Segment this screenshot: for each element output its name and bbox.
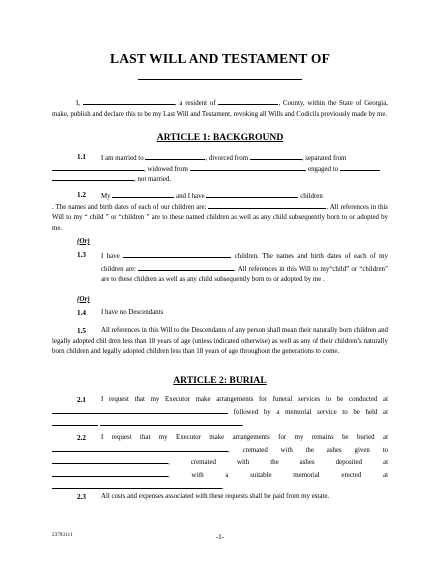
document-title: LAST WILL AND TESTAMENT OF [109,51,331,66]
text: , separated from [301,155,347,162]
section-1-1-text-end [52,173,388,186]
text: I request that my Executor make arrangements for my remains be buried at [101,434,388,441]
section-number: 1.1 [77,153,86,161]
blank-line [190,163,305,171]
blank-line [52,173,134,181]
name-blank [83,97,175,105]
blank-line [145,152,205,160]
blank-line [52,163,144,171]
text: . The names and birth dates of each of our children are: [52,203,207,211]
section-2-1-text: I request that my Executor make arrangements for funeral services to be conducted at followed by a memorial service to be held at . [52,395,388,431]
or-label: (Or) [77,295,90,303]
section-number: 1.4 [77,309,86,317]
blank-line [52,418,98,426]
blank-line [52,444,228,452]
intro-paragraph: I, , a resident of , County, within the State of Georgia, make, publish and declare this to be my Last Will and Testament, revoking all Wills and Codicils previously made by me. [52,97,388,120]
section-1-2-text-cont [52,201,388,235]
section-number: 2.2 [77,434,86,442]
or-label: (Or) [77,237,90,245]
section-number: 1.3 [77,251,86,259]
text: followed by a memorial service to be held at [233,408,388,416]
article-2-heading: ARTICLE 2: BURIAL [173,375,267,386]
blank-line [52,456,168,464]
text: I request that my Executor make arrangements for funeral services to be conducted at [101,396,388,403]
testator-name-line [138,79,302,80]
text: , engaged to [304,165,339,173]
text: , widowed from [144,165,188,173]
blank-line [250,152,302,160]
page-number: -1- [215,533,225,541]
intro-text-1: I, [76,100,81,107]
text: children [300,193,323,200]
text: I am married to [101,155,144,162]
county-blank [218,97,278,105]
text: and I have [176,193,205,200]
text: , with a suitable memorial erected at [168,471,388,479]
text: children. The names and birth dates of each of my children are: [101,253,388,273]
text: . All references in this Will to my“child” or “children” are to these children as well as any child subsequently born to or adopted by me . [101,265,389,283]
intro-text-2: , a resident of [174,100,216,107]
blank-line [138,263,234,271]
blank-line [123,250,231,258]
text: , divorced from [205,155,249,162]
section-number: 1.2 [77,191,86,199]
blank-line [206,190,298,198]
section-2-2-text: I request that my Executor make arrangements for my remains be buried at , cremated with the ashes given to , cremated with the ashes deposited at , with a suitable memorial erected at . [52,433,388,494]
blank-line [52,469,168,477]
section-1-5-text: All references in this Will to the Descendants of any person shall mean their naturally born children and legally adopted chil dren less than 18 years of age (unless indicated otherwise) as well as any of their children’s naturally born children and legally adopted children less than 18 years of age throughout the generations to come. [52,327,388,355]
blank-line [100,418,242,426]
blank-line [52,406,228,414]
section-2-3-text: All costs and expenses associated with these requests shall be paid from my estate. [101,493,330,500]
section-1-4-text: I have no Descendants [101,309,164,316]
document-code: 237931v1 [52,532,73,538]
section-1-3-text [101,250,388,286]
text: , cremated with the ashes deposited at [168,459,388,466]
blank-line [112,190,174,198]
text: My [101,193,111,200]
blank-line [52,481,222,489]
intro-text-3: County, within the State of Georgia, make, publish and declare this to be my Last Will and Testament, revoking all Wills and Codicils previously made by me. [52,100,388,118]
section-number: 2.3 [77,493,86,501]
section-number: 1.5 [77,327,86,335]
text: , cremated with the ashes given to [228,446,388,454]
article-1-heading: ARTICLE 1: BACKGROUND [156,132,284,143]
section-number: 2.1 [77,396,86,404]
text: , not married. [134,176,172,183]
blank-line [340,163,380,171]
blank-line [208,201,326,209]
text: . All references in this Will to my “ child ” or “children ” are to these named children as well as any child subsequently born to or adopted by me. [52,203,388,232]
text: I have [101,253,120,260]
